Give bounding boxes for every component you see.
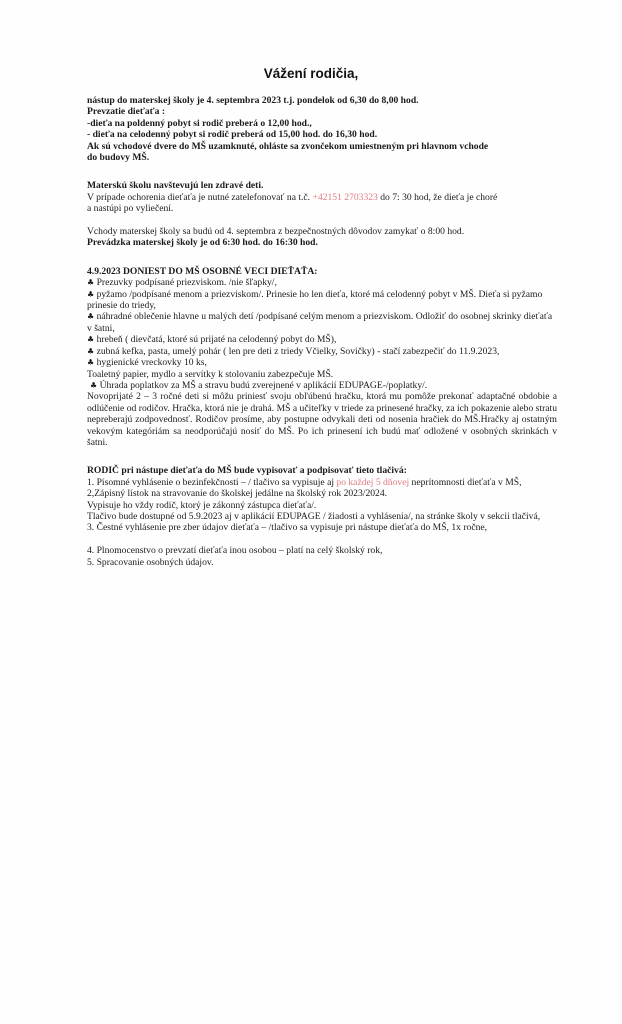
list-item: ♣ pyžamo /podpísané menom a priezviskom/. Prinesie ho len dieťa, ktoré má celodenný pobyt v MŠ. Dieťa si pyžamo prinesie do triedy, [87, 288, 543, 312]
forms-section [87, 465, 557, 568]
club-bullet-icon: ♣ [87, 335, 95, 345]
forms-heading: RODIČ pri nástupe dieťaťa do MŠ bude vypisovať a podpisovať tieto tlačivá: [87, 465, 407, 477]
illness-text: V prípade ochorenia dieťaťa je nutné zatelefonovať na t.č. [87, 191, 313, 203]
club-bullet-icon: ♣ [90, 380, 98, 390]
absence-highlight: po každej 5 dňovej [336, 476, 410, 488]
pickup-heading: Prevzatie dieťaťa : [87, 106, 166, 118]
form-item-4: 4. Plnomocenstvo o prevzatí dieťaťa inou osobou – platí na celý školský rok, [87, 545, 383, 557]
fees-note: ♣ Úhrada poplatkov za MŠ a stravu budú zverejnené v aplikácií EDUPAGE-/poplatky/. [90, 379, 428, 391]
items-section [87, 266, 557, 449]
document-body [87, 95, 557, 568]
half-day-pickup: -dieťa na poldenný pobyt si rodič preberá o 12,00 hod., [87, 117, 312, 129]
opening-hours: Prevádzka materskej školy je od 6:30 hod. do 16:30 hod. [87, 237, 318, 249]
list-item: ♣ hrebeň ( dievčatá, ktoré sú prijaté na celodenný pobyt do MŠ), [87, 334, 337, 346]
start-date-line: nástup do materskej školy je 4. septembra 2023 t.j. pondelok od 6,30 do 8,00 hod. [87, 95, 419, 106]
club-bullet-icon: ♣ [87, 358, 95, 368]
entrances-section [87, 226, 557, 249]
intro-section [87, 95, 557, 163]
illness-text-after: do 7: 30 hod, že dieťa je choré [377, 191, 498, 203]
illness-note-cont: a nastúpi po vyliečení. [87, 203, 174, 215]
club-bullet-icon: ♣ [87, 278, 95, 288]
doorbell-note-cont: do budovy MŠ. [87, 152, 150, 164]
entrance-lock-note: Vchody materskej školy sa budú od 4. septembra z bezpečnostných dôvodov zamykať o 8:00 hod. [87, 226, 465, 238]
form-item-1: 1. Písomné vyhlásenie o bezinfekčnosti – / tlačivo sa vypisuje aj po každej 5 dňovej neprítomnosti dieťaťa v MŠ, [87, 476, 522, 488]
form-item-2: 2,Zápisný lístok na stravovanie do školskej jedálne na školský rok 2023/2024. [87, 488, 388, 500]
health-heading: Materskú školu navštevujú len zdravé deti. [87, 180, 264, 192]
toys-paragraph: Novoprijaté 2 – 3 ročné deti si môžu priniesť svoju obľúbenú hračku, ktorá mu pomôže prekonať adaptačné obdobie a odlúčenie od rodičov. Hračka, ktorá nie je drahá. MŠ a učiteľky v triede za prinesené hračky, za ich pokazenie alebo stratu nepreberajú zodpovednosť. Rodičov prosíme, aby postupne odvykali deti od nosenia hračiek do MŠ.Hračky aj ostatným vekovým kategóriám sa neodporúčajú nosiť do MŠ. Po ich prinesení ich budú mať odložené v osobných skrinkách v šatni. [87, 391, 557, 448]
form-item-3: 3. Čestné vyhlásenie pre zber údajov dieťaťa – /tlačivo sa vypisuje pri nástupe dieťaťa do MŠ, 1x ročne, [87, 522, 488, 534]
illness-note [87, 192, 557, 203]
list-item: ♣ náhradné oblečenie hlavne u malých detí /podpísané celým menom a priezviskom. Odložiť do osobnej skrinky dieťaťa v šatni, [87, 311, 553, 334]
form-item-2-availability: Tlačivo bude dostupné od 5.9.2023 aj v aplikácií EDUPAGE / žiadosti a vyhlásenia/, na stránke školy v sekcii tlačivá, [87, 510, 541, 522]
doorbell-note: Ak sú vchodové dvere do MŠ uzamknuté, ohláste sa zvončekom umiestneným pri hlavnom vchode [87, 140, 489, 152]
supplies-note: Toaletný papier, mydlo a servítky k stolovaniu zabezpečuje MŠ. [87, 368, 334, 380]
list-item: ♣ hygienické vreckovky 10 ks, [87, 357, 207, 369]
club-bullet-icon: ♣ [87, 312, 95, 322]
health-section [87, 180, 557, 214]
list-item: ♣ Prezuvky podpísané priezviskom. /nie šľapky/, [87, 277, 277, 289]
club-bullet-icon: ♣ [87, 289, 95, 299]
list-item: ♣ zubná kefka, pasta, umelý pohár ( len pre deti z triedy Včielky, Sovičky) - stačí zabezpečiť do 11.9.2023, [87, 345, 500, 357]
form-item-2-note: Vypisuje ho vždy rodič, ktorý je zákonný zástupca dieťaťa/. [87, 499, 317, 511]
page-title: Vážení rodičia, [263, 66, 359, 81]
phone-number: +42151 2703323 [312, 191, 378, 203]
full-day-pickup: - dieťa na celodenný pobyt si rodič preberá od 15,00 hod. do 16,30 hod. [87, 129, 378, 141]
club-bullet-icon: ♣ [87, 346, 95, 356]
items-heading: 4.9.2023 DONIEST DO MŠ OSOBNÉ VECI DIEŤAŤA: [87, 265, 318, 277]
form-item-5: 5. Spracovanie osobných údajov. [87, 556, 214, 568]
